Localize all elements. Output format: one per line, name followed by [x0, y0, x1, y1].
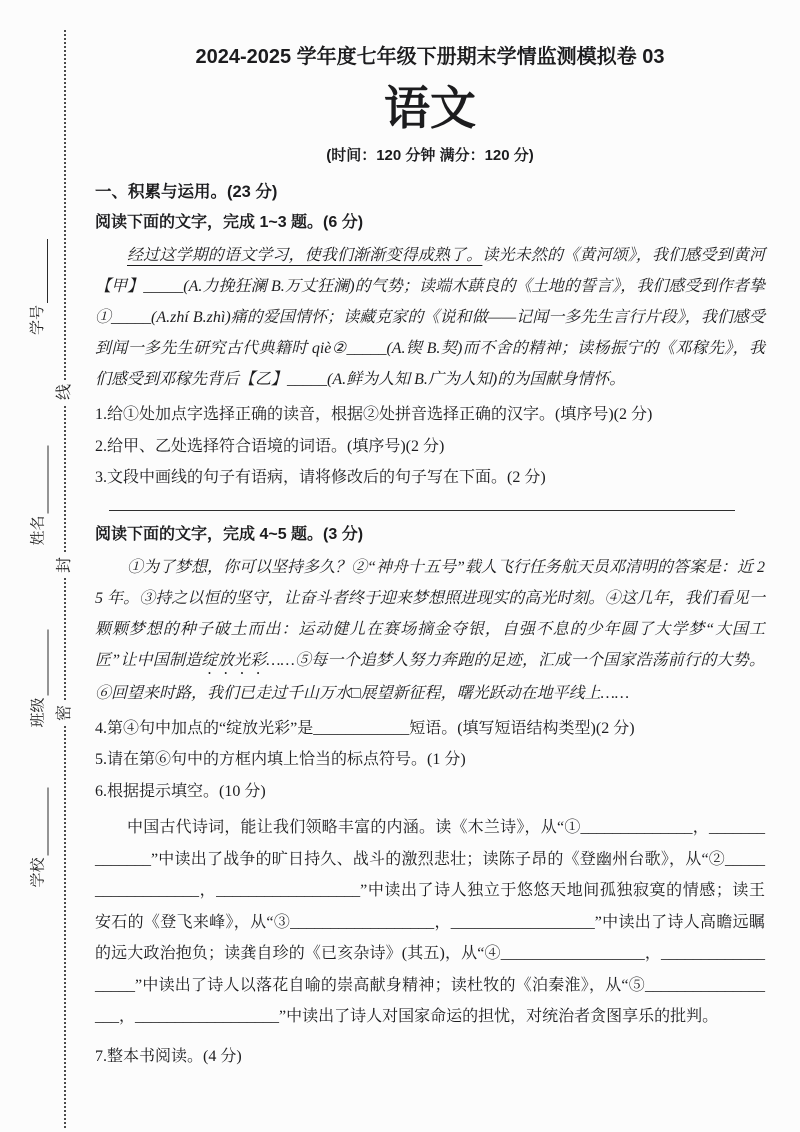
question-3-answer-line — [109, 510, 735, 511]
student-id-field — [28, 225, 48, 335]
seal-char-mi: 密 — [53, 701, 77, 725]
school-label: 学校 — [30, 857, 47, 888]
reading1-passage-rest: 读光未然的《黄河颂》，我们感受到黄河【甲】_____(A.力挽狂澜 B.万丈狂澜)的气势；读端木蕻良的《土地的誓言》，我们感受到作者挚①_____(A.zhí B.zhì)痛的爱国情怀；读藏克家的《说和做——记闻一多先生言行片段》，我们感受到闻一多先生研究古代典籍时 qiè②_____(A.锲 B.契)而不舍的精神；读杨振宁的《邓稼先》，我们感受到邓稼先背后【乙】_____(A.鲜为人知 B.广为人知)的为国献身情怀。 — [95, 247, 765, 388]
exam-subject: 语文 — [384, 82, 476, 134]
question-5: 5.请在第⑥句中的方框内填上恰当的标点符号。(1 分) — [95, 751, 466, 768]
seal-char-feng: 封 — [53, 553, 77, 577]
question-6-passage: 中国古代诗词，能让我们领略丰富的内涵。读《木兰诗》，从“①______________，______________”中读出了战争的旷日持久、战斗的激烈悲壮；读陈子昂的《登幽州台歌》，从“②__________________，__________________”中读出了诗人独立于悠悠天地间孤独寂寞的情感；读王安石的《登飞来峰》，从“③__________________，__________________”中读出了诗人高瞻远瞩的远大政治抱负；读龚自珍的《已亥杂诗》(其五)，从“④__________________，__________________”中读出了诗人以落花自喻的崇高献身精神；读杜牧的《泊秦淮》，从“⑤__________________，__________________”中读出了诗人对国家命运的担忧，对统治者贪图享乐的批判。 — [95, 819, 765, 1025]
question-1: 1.给①处加点字选择正确的读音，根据②处拼音选择正确的汉字。(填序号)(2 分) — [95, 406, 653, 423]
exam-page — [95, 0, 765, 1072]
reading1-intro: 阅读下面的文字，完成 1~3 题。(6 分) — [95, 214, 364, 231]
reading2-emphasized-words: 绽放光彩 — [201, 651, 267, 669]
reading1-passage — [95, 240, 765, 395]
seal-dotted-line — [64, 30, 66, 1128]
name-field — [29, 431, 49, 546]
question-3: 3.文段中画线的句子有语病，请将修改后的句子写在下面。(2 分) — [95, 469, 546, 486]
question-4: 4.第④句中加点的“绽放光彩”是____________短语。(填写短语结构类型)(2 分) — [95, 719, 635, 737]
reading1-underlined-sentence: 经过这学期的语文学习，使我们渐渐变得成熟了。 — [127, 247, 483, 264]
name-blank — [35, 445, 49, 513]
reading2-passage-a: ①为了梦想，你可以坚持多久？②“神舟十五号”载人飞行任务航天员邓清明的答案是：近 25 年。③持之以恒的坚守，让奋斗者终于迎来梦想照进现实的高光时刻。④这几年，我们看见一颗颗梦想的种子破土而出：运动健儿在赛场摘金夺银，自强不息的少年圆了大学梦“大国工匠”让中国制造 — [95, 558, 765, 669]
class-field — [29, 615, 49, 728]
question-6-stem: 6.根据提示填空。(10 分) — [95, 782, 266, 800]
seal-char-xian: 线 — [53, 380, 77, 404]
exam-time-score: (时间：120 分钟 满分：120 分) — [326, 147, 534, 164]
school-blank — [35, 787, 49, 855]
question-7-stem: 7.整本书阅读。(4 分) — [95, 1047, 242, 1065]
student-id-blank — [34, 239, 48, 303]
question-2: 2.给甲、乙处选择符合语境的词语。(填序号)(2 分) — [95, 437, 445, 455]
reading2-passage-b: ……⑤每一个追梦人努力奔跑的足迹，汇成一个国家浩荡前行的大势。⑥回望来时路，我们已走过千山万水□展望新征程，曙光跃动在地平线上…… — [95, 651, 765, 702]
reading2-passage — [95, 552, 765, 709]
reading2-intro: 阅读下面的文字，完成 4~5 题。(3 分) — [95, 525, 364, 543]
section-one-heading: 一、积累与运用。(23 分) — [95, 183, 278, 201]
student-id-label: 学号 — [30, 304, 46, 335]
class-blank — [35, 629, 49, 695]
name-label: 姓名 — [30, 515, 47, 546]
school-field — [29, 773, 49, 888]
exam-title: 2024-2025 学年度七年级下册期末学情监测模拟卷 03 — [195, 46, 665, 68]
class-label: 班级 — [30, 697, 47, 728]
